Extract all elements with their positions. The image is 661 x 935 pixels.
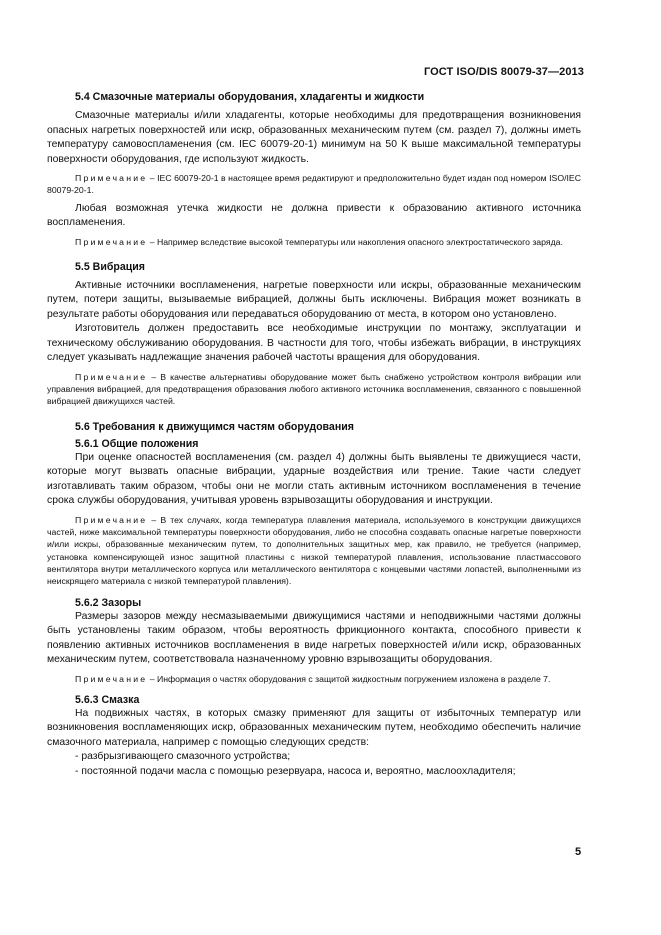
section-5-5-paragraph-2: Изготовитель должен предоставить все необходимые инструкции по монтажу, эксплуатации и техническому обслуживанию оборудования. В частности для того, чтобы избежать вибрации, в инструкциях следует указывать надлежащие значения рабочей частоты вращения для оборудования. (47, 323, 581, 364)
list-item: - разбрызгивающего смазочного устройства; (75, 751, 291, 763)
note-text: – IEC 60079-20-1 в настоящее время редактируют и предположительно будет издан под номером ISO/IEC 80079-20-1. (47, 173, 581, 196)
section-5-5-heading: 5.5 Вибрация (75, 260, 145, 273)
section-5-4-heading: 5.4 Смазочные материалы оборудования, хладагенты и жидкости (75, 91, 425, 103)
note-label: Примечание (75, 514, 148, 525)
section-5-4-paragraph-1: Смазочные материалы и/или хладагенты, которые необходимы для предотвращения возникновения опасных нагретых поверхностей или искр, образованных механическим путем (см. раздел 7), должны иметь температуру самовоспламенения (см. IEC 60079-20-1) минимум на 50 К выше максимальной температуры поверхности оборудования, где используют жидкость. (47, 110, 581, 165)
section-5-6-1-heading: 5.6.1 Общие положения (75, 437, 199, 450)
list-item: - постоянной подачи масла с помощью резервуара, насоса и, вероятно, маслоохладителя; (75, 765, 516, 777)
section-5-5-note-1 (47, 371, 581, 408)
note-text: – Например вследствие высокой температуры или накопления опасного электростатического заряда. (147, 236, 563, 247)
section-5-5-paragraph-1: Активные источники воспламенения, нагретые поверхности или искры, образованные механическим путем, потери защиты, вызываемые вибрацией, должны быть исключены. Вибрация может возникать в результате работы оборудования или передаваться оборудованию от места, в котором оно установлено. (47, 279, 581, 320)
note-label: Примечание (75, 173, 148, 183)
section-5-6-3-paragraph-1: На подвижных частях, в которых смазку применяют для защиты от избыточных температур или возникновения воспламеняющих искр, образованных механическим путем, необходимо обеспечить наличие смазочного материала, например с помощью следующих средств: (47, 707, 581, 748)
document-header: ГОСТ ISO/DIS 80079-37—2013 (423, 66, 584, 78)
section-5-6-1-note (47, 514, 581, 588)
note-label: Примечание (75, 236, 148, 247)
section-5-4-note-1 (47, 172, 581, 197)
section-5-6-3-heading: 5.6.3 Смазка (75, 693, 140, 706)
note-text: – В качестве альтернативы оборудование может быть снабжено устройством контроля вибрации или управления вибрацией, для предотвращения образования любого активного источника воспламенения, связанного с повышенной вибрацией движущихся частей. (47, 371, 581, 407)
note-label: Примечание (75, 673, 148, 684)
page-number: 5 (575, 846, 582, 858)
section-5-6-2-note (47, 673, 581, 685)
section-5-6-2-heading: 5.6.2 Зазоры (75, 596, 142, 609)
section-5-6-heading: 5.6 Требования к движущимся частям оборудования (75, 420, 354, 433)
note-text: – Информация о частях оборудования с защитой жидкостным погружением изложена в разделе 7. (147, 673, 551, 684)
note-text: – В тех случаях, когда температура плавления материала, используемого в конструкции движущихся частей, ниже максимальной температуры поверхности оборудования, либо не способна создавать опасные нагретые поверхности и/или искры, образованные механическим путем, то дополнительных защитных мер, как правило, не требуется (например, установка компенсирующей износ защитной пластины с низкой температурой плавления, использование пластмассового вентилятора внутри металлического корпуса или металлического вентилятора с концевыми частями лопастей, выполненными из неискрящего материала с низкой температурой плавления). (47, 514, 581, 587)
note-label: Примечание (75, 371, 148, 382)
document-body (47, 90, 581, 779)
section-5-4-note-2 (47, 236, 581, 248)
section-5-6-2-paragraph-1: Размеры зазоров между несмазываемыми движущимися частями и неподвижными частями должны быть установлены таким образом, чтобы вероятность фрикционного контакта, способного привести к появлению активных источников воспламенения в виде нагретых поверхностей и/или искр, образованных механическим путем, соответствовала назначенному уровню взрывозащиты оборудования. (47, 610, 581, 666)
section-5-6-1-paragraph-1: При оценке опасностей воспламенения (см. раздел 4) должны быть выявлены те движущиеся части, которые могут вызвать опасные вибрации, ударные воздействия или трение. Такие части следует изготавливать таким образом, чтобы они не могли стать активным источником воспламенения в течение срока службы оборудования, учитывая уровень взрывозащиты оборудования и инструкции. (47, 451, 581, 507)
section-5-4-paragraph-2: Любая возможная утечка жидкости не должна привести к образованию активного источника воспламенения. (47, 202, 581, 229)
